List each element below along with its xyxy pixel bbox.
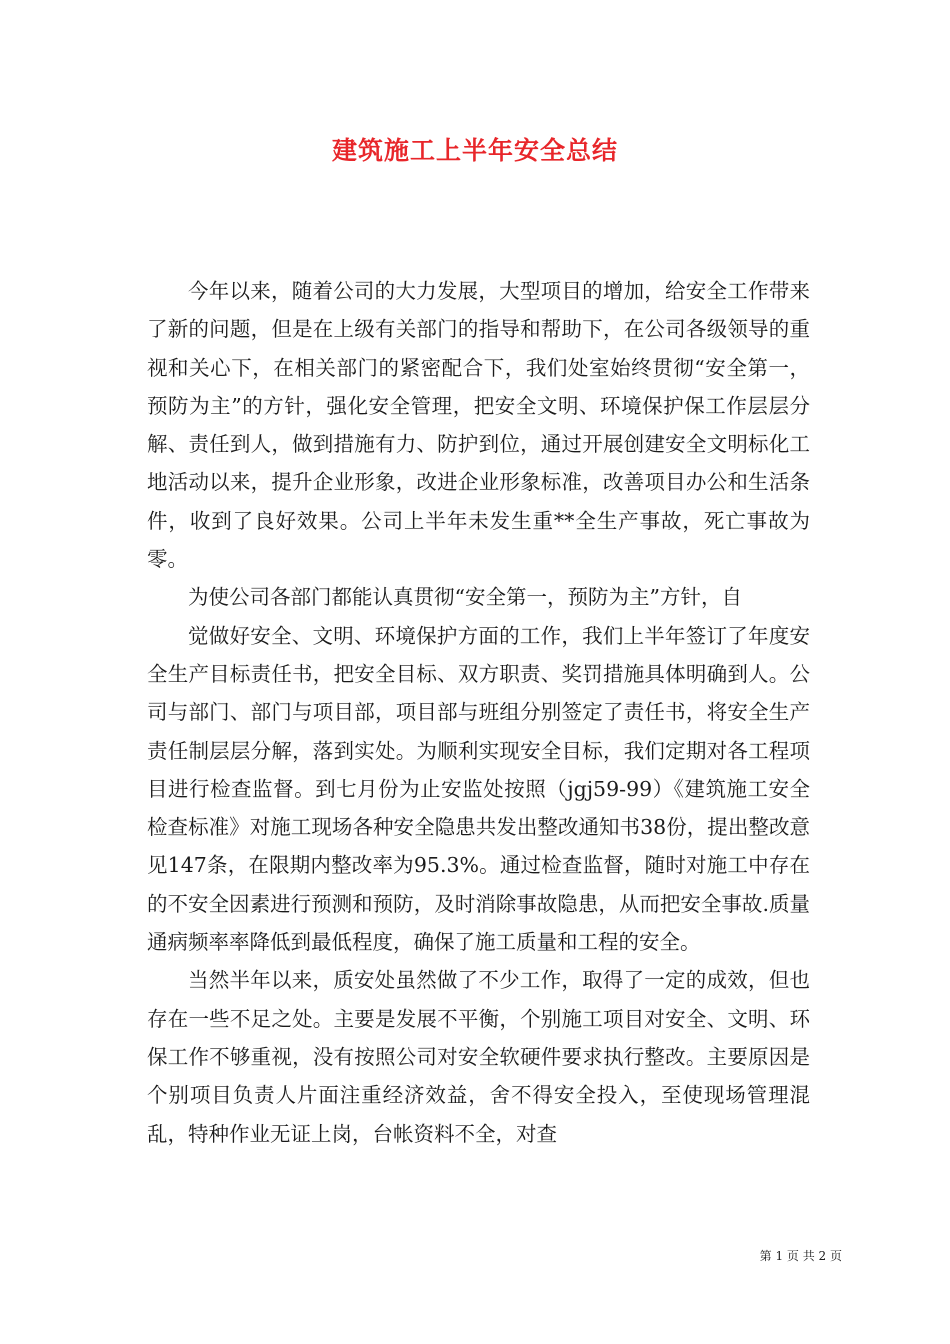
paragraph-responsibility-start: 为使公司各部门都能认真贯彻“安全第一，预防为主”方针，自	[188, 585, 742, 610]
paragraph-shortcomings: 当然半年以来，质安处虽然做了不少工作，取得了一定的成效，但也存在一些不足之处。主要是发展不平衡，个别施工项目对安全、文明、环保工作不够重视，没有按照公司对安全软硬件要求执行整改。主要原因是个别项目负责人片面注重经济效益，舍不得安全投入，至使现场管理混乱，特种作业无证上岗，台帐资料不全，对查	[147, 968, 810, 1146]
document-title: 建筑施工上半年安全总结	[331, 136, 618, 165]
paragraph-responsibility: 觉做好安全、文明、环境保护方面的工作，我们上半年签订了年度安全生产目标责任书，把安全目标、双方职责、奖罚措施具体明确到人。公司与部门、部门与项目部，项目部与班组分别签定了责任书，将安全生产责任制层层分解，落到实处。为顺利实现安全目标，我们定期对各工程项目进行检查监督。到七月份为止安监处按照（jgj59-99）《建筑施工安全检查标准》对施工现场各种安全隐患共发出整改通知书38份，提出整改意见147条，在限期内整改率为95.3%。通过检查监督，随时对施工中存在的不安全因素进行预测和预防，及时消除事故隐患，从而把安全事故.质量通病频率率降低到最低程度，确保了施工质量和工程的安全。	[147, 623, 810, 955]
page-number: 第 1 页 共 2 页	[759, 1249, 842, 1263]
paragraph-intro: 今年以来，随着公司的大力发展，大型项目的增加，给安全工作带来了新的问题，但是在上级有关部门的指导和帮助下，在公司各级领导的重视和关心下，在相关部门的紧密配合下，我们处室始终贯彻“安全第一，预防为主”的方针，强化安全管理，把安全文明、环境保护保工作层层分解、责任到人，做到措施有力、防护到位，通过开展创建安全文明标化工地活动以来，提升企业形象，改进企业形象标准，改善项目办公和生活条件，收到了良好效果。公司上半年未发生重**全生产事故，死亡事故为零。	[147, 279, 810, 572]
document-body	[147, 272, 810, 1153]
